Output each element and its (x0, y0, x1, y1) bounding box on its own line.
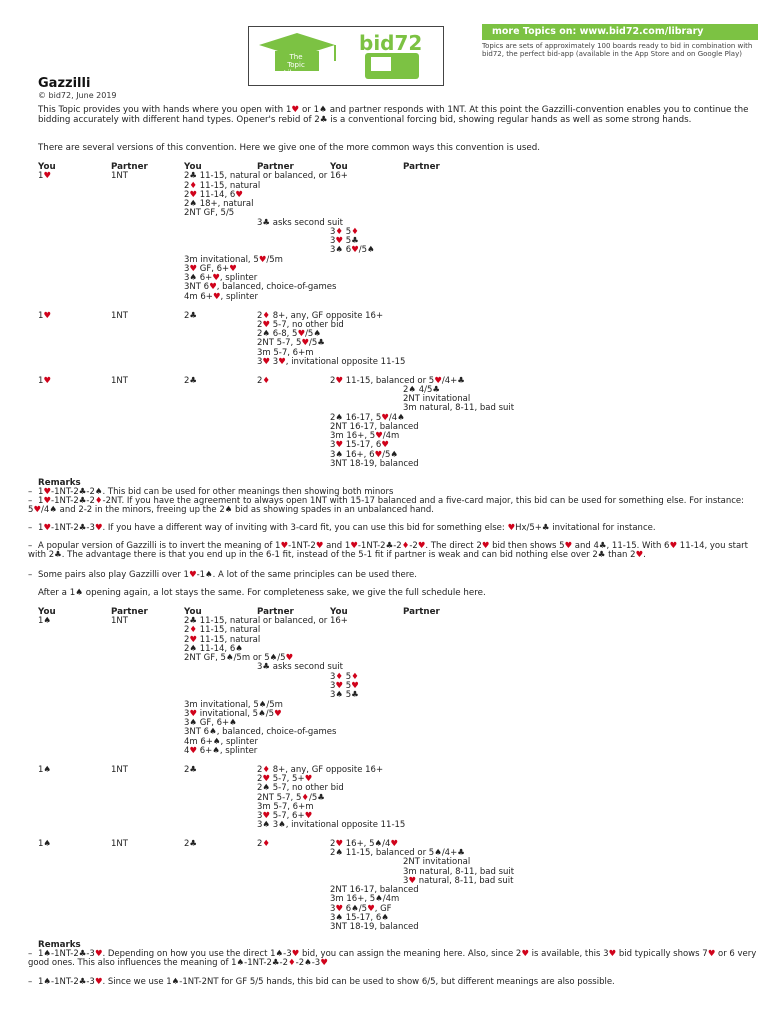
bid-cell: 3♥ 6♠/5♥, GF (330, 904, 392, 914)
bid-cell: 3♥ GF, 6+♥ (184, 264, 237, 274)
bid-cell: 2♥ 16+, 5♠/4♥ (330, 839, 399, 849)
bid-cell: 2♣ (184, 311, 198, 321)
bid-cell: 2♣ 11-15, natural or balanced, or 16+ (184, 171, 348, 181)
bid-cell: 3NT 6♥, balanced, choice-of-games (184, 282, 337, 292)
bid-cell: 2♥ 11-14, 6♥ (184, 190, 243, 200)
bid-cell: 3♠ 6+♥, splinter (184, 273, 258, 283)
bid-cell: 1NT (111, 376, 128, 386)
bid-cell: 3♥ 15-17, 6♥ (330, 440, 389, 450)
bid-cell: 4♥ 6+♠, splinter (184, 746, 258, 756)
bid-cell: 3m natural, 8-11, bad suit (403, 867, 515, 877)
remark-text: 1♠-1NT-2♣-3♥. Depending on how you use the direct 1♠-3♥ bid, you can assign the meaning here. Also, since 2♥ is available, this 3♥ bid typically shows 7♥ or 6 very good ones. This also influences the meaning of 1♠-1NT-2♣-2♦-2♠-3♥ (28, 949, 757, 969)
bid-cell: 1♥ (38, 311, 52, 321)
bid-cell: 2NT 5-7, 5♦/5♣ (257, 793, 325, 803)
bid-cell: 2♥ 5-7, no other bid (257, 320, 344, 330)
remark-text: 1♠-1NT-2♣-3♥. Since we use 1♠-1NT-2NT for GF 5/5 hands, this bid can be used to show 6/5, but different meanings are also possible. (38, 977, 615, 987)
bid-cell: 3♠ 15-17, 6♠ (330, 913, 389, 923)
bid-cell: 2♦ 8+, any, GF opposite 16+ (257, 765, 384, 775)
bid-cell: 2NT invitational (403, 394, 471, 404)
intro-paragraph-2: There are several versions of this convention. Here we give one of the more common ways this convention is used. (38, 143, 541, 153)
bid-cell: 3♠ 6♥/5♠ (330, 245, 375, 255)
bid-cell: 2♣ 11-15, natural or balanced, or 16+ (184, 616, 348, 626)
bid-cell: 3♠ 3♠, invitational opposite 11-15 (257, 820, 406, 830)
bid-cell: 1NT (111, 171, 128, 181)
remark-text: A popular version of Gazzilli is to invert the meaning of 1♥-1NT-2♥ and 1♥-1NT-2♣-2♦-2♥. The direct 2♥ bid then shows 5♥ and 4♣, 11-15. With 6♥ 11-14, you start with 2♣. The advantage there is that you end up in the 6-1 fit, instead of the 5-1 fit if partner is weak and can bid nothing else over 2♣ than 2♥. (28, 541, 748, 561)
bid-cell: 3NT 18-19, balanced (330, 922, 419, 932)
bid-cell: 3NT 6♠, balanced, choice-of-games (184, 727, 337, 737)
col-header-partner: Partner (257, 162, 294, 172)
library-banner[interactable]: more Topics on: www.bid72.com/library (482, 24, 758, 40)
bid-cell: 1♠ (38, 765, 52, 775)
bid-cell: 1NT (111, 839, 128, 849)
bid-cell: 3♥ 5♥ (330, 681, 359, 691)
bid-cell: 2♣ (184, 839, 198, 849)
bid-cell: 3m 16+, 5♥/4m (330, 431, 400, 441)
bid-cell: 2NT invitational (403, 857, 471, 867)
bid-cell: 3m invitational, 5♥/5m (184, 255, 283, 265)
col-header-you: You (38, 162, 56, 172)
bid-cell: 1♠ (38, 839, 52, 849)
bid-cell: 2♣ (184, 376, 198, 386)
col-header-partner: Partner (111, 607, 148, 617)
bid-cell: 3♦ 5♦ (330, 672, 359, 682)
col-header-you: You (330, 162, 348, 172)
remark-item: – 1♥-1NT-2♣-3♥. If you have a different way of inviting with 3-card fit, you can use this bid for something else: ♥Hx/5+♣ invitational for instance. (28, 523, 656, 533)
bid-cell: 2♥ 11-15, natural (184, 635, 261, 645)
bid-cell: 1♥ (38, 376, 52, 386)
bid-cell: 2♠ 6-8, 5♥/5♠ (257, 329, 321, 339)
col-header-partner: Partner (403, 607, 440, 617)
remark-item: – 1♠-1NT-2♣-3♥. Depending on how you use the direct 1♠-3♥ bid, you can assign the meaning here. Also, since 2♥ is available, this 3♥ bid typically shows 7♥ or 6 very good ones. This also influences the meaning of 1♠-1NT-2♣-2♦-2♠-3♥ (28, 949, 757, 969)
bid-cell: 2♠ 18+, natural (184, 199, 254, 209)
bid-cell: 2NT GF, 5♠/5m or 5♠/5♥ (184, 653, 294, 663)
bid-cell: 2♦ (257, 839, 271, 849)
bid-cell: 2♥ 5-7, 5+♥ (257, 774, 313, 784)
remarks-title: Remarks (38, 940, 81, 950)
remark-text: 1♥-1NT-2♣-3♥. If you have a different way of inviting with 3-card fit, you can use this bid for something else: ♥Hx/5+♣ invitational for instance. (38, 523, 656, 533)
bid-cell: 3m 5-7, 6+m (257, 348, 314, 358)
bid-cell: 2♠ 16-17, 5♥/4♠ (330, 413, 405, 423)
bid-cell: 3m natural, 8-11, bad suit (403, 403, 515, 413)
bid-cell: 2NT 16-17, balanced (330, 885, 419, 895)
bid-cell: 2♠ 11-14, 6♠ (184, 644, 243, 654)
remark-item: – 1♥-1NT-2♣-2♦-2NT. If you have the agreement to always open 1NT with 15-17 balanced and a five-card major, this bid can be used for something else. For instance: 5♥/4♠ and 2-2 in the minors, freeing up the 2♠ bid as showing spades in an unbalanced hand. (28, 496, 745, 516)
logo (248, 26, 444, 86)
bid-cell: 3♦ 5♦ (330, 227, 359, 237)
bid-cell: 2NT GF, 5/5 (184, 208, 235, 218)
bid-cell: 3♠ 5♣ (330, 690, 359, 700)
bid-cell: 1♥ (38, 171, 52, 181)
bid-cell: 3NT 18-19, balanced (330, 459, 419, 469)
bid-cell: 3♣ asks second suit (257, 218, 343, 228)
remark-item: – 1♥-1NT-2♣-2♠. This bid can be used for other meanings then showing both minors (28, 487, 394, 497)
remark-item: – 1♠-1NT-2♣-3♥. Since we use 1♠-1NT-2NT for GF 5/5 hands, this bid can be used to show 6/5, but different meanings are also possible. (28, 977, 615, 987)
bid-cell: 4m 6+♥, splinter (184, 292, 258, 302)
bid-cell: 2NT 5-7, 5♥/5♣ (257, 338, 325, 348)
remark-text: 1♥-1NT-2♣-2♦-2NT. If you have the agreement to always open 1NT with 15-17 balanced and a five-card major, this bid can be used for something else. For instance: 5♥/4♠ and 2-2 in the minors, freeing up the 2♠ bid as showing spades in an unbalanced hand. (28, 496, 745, 516)
bid-cell: 1NT (111, 616, 128, 626)
col-header-you: You (330, 607, 348, 617)
col-header-you: You (38, 607, 56, 617)
bid-cell: 2NT 16-17, balanced (330, 422, 419, 432)
bid-cell: 2♠ 5-7, no other bid (257, 783, 344, 793)
bid-cell: 2♦ (257, 376, 271, 386)
bid-cell: 2♠ 11-15, balanced or 5♠/4+♣ (330, 848, 465, 858)
bid-cell: 3♠ GF, 6+♠ (184, 718, 237, 728)
bid-cell: 2♦ 11-15, natural (184, 181, 261, 191)
col-header-you: You (184, 162, 202, 172)
bid-cell: 1♠ (38, 616, 52, 626)
logo-brand: bid72 (359, 31, 423, 55)
bid-cell: 3♥ 5♣ (330, 236, 359, 246)
bid-cell: 2♦ 11-15, natural (184, 625, 261, 635)
bid-cell: 3♥ 3♥, invitational opposite 11-15 (257, 357, 406, 367)
remark-item: – Some pairs also play Gazzilli over 1♥-1♠. A lot of the same principles can be used there. (28, 570, 417, 580)
bid-cell: 1NT (111, 765, 128, 775)
bid-cell: 4m 6+♠, splinter (184, 737, 258, 747)
bid-cell: 2♥ 11-15, balanced or 5♥/4+♣ (330, 376, 465, 386)
col-header-partner: Partner (403, 162, 440, 172)
page-title: Gazzilli (38, 76, 91, 91)
remark-text: Some pairs also play Gazzilli over 1♥-1♠. A lot of the same principles can be used there. (38, 570, 417, 580)
doc-date: © bid72, June 2019 (38, 91, 117, 100)
remarks-title: Remarks (38, 478, 81, 488)
bid-cell: 3♥ natural, 8-11, bad suit (403, 876, 514, 886)
col-header-partner: Partner (257, 607, 294, 617)
bid-cell: 3m 5-7, 6+m (257, 802, 314, 812)
banner-note: Topics are sets of approximately 100 boards ready to bid in combination with bid72, the perfect bid-app (available in the App Store and on Google Play) (482, 42, 753, 58)
bid-cell: 2♠ 4/5♣ (403, 385, 441, 395)
bid-cell: 2♣ (184, 765, 198, 775)
bid-cell: 1NT (111, 311, 128, 321)
bid-cell: 3♥ invitational, 5♠/5♥ (184, 709, 282, 719)
remark-text: 1♥-1NT-2♣-2♠. This bid can be used for other meanings then showing both minors (38, 487, 394, 497)
col-header-you: You (184, 607, 202, 617)
bid-cell: 3♣ asks second suit (257, 662, 343, 672)
bid-cell: 2♦ 8+, any, GF opposite 16+ (257, 311, 384, 321)
logo-caption: The Topic Library (283, 53, 309, 77)
bid-cell: 3♠ 16+, 6♥/5♠ (330, 450, 399, 460)
bid-cell: 3m 16+, 5♠/4m (330, 894, 400, 904)
intro-paragraph: This Topic provides you with hands where you open with 1♥ or 1♠ and partner responds with 1NT. At this point the Gazzilli-convention enables you to continue the bidding accurately with different hand types. Opener's rebid of 2♣ is a conventional forcing bid, showing regular hands as well as some strong hands. (38, 105, 749, 125)
bid-cell: 3♥ 5-7, 6+♥ (257, 811, 313, 821)
bid-cell: 3m invitational, 5♠/5m (184, 700, 283, 710)
remark-item: – A popular version of Gazzilli is to invert the meaning of 1♥-1NT-2♥ and 1♥-1NT-2♣-2♦-2♥. The direct 2♥ bid then shows 5♥ and 4♣, 11-15. With 6♥ 11-14, you start with 2♣. The advantage there is that you end up in the 6-1 fit, instead of the 5-1 fit if partner is weak and can bid nothing else over 2♣ than 2♥. (28, 541, 748, 561)
spade-intro: After a 1♠ opening again, a lot stays the same. For completeness sake, we give the full schedule here. (38, 588, 486, 598)
col-header-partner: Partner (111, 162, 148, 172)
